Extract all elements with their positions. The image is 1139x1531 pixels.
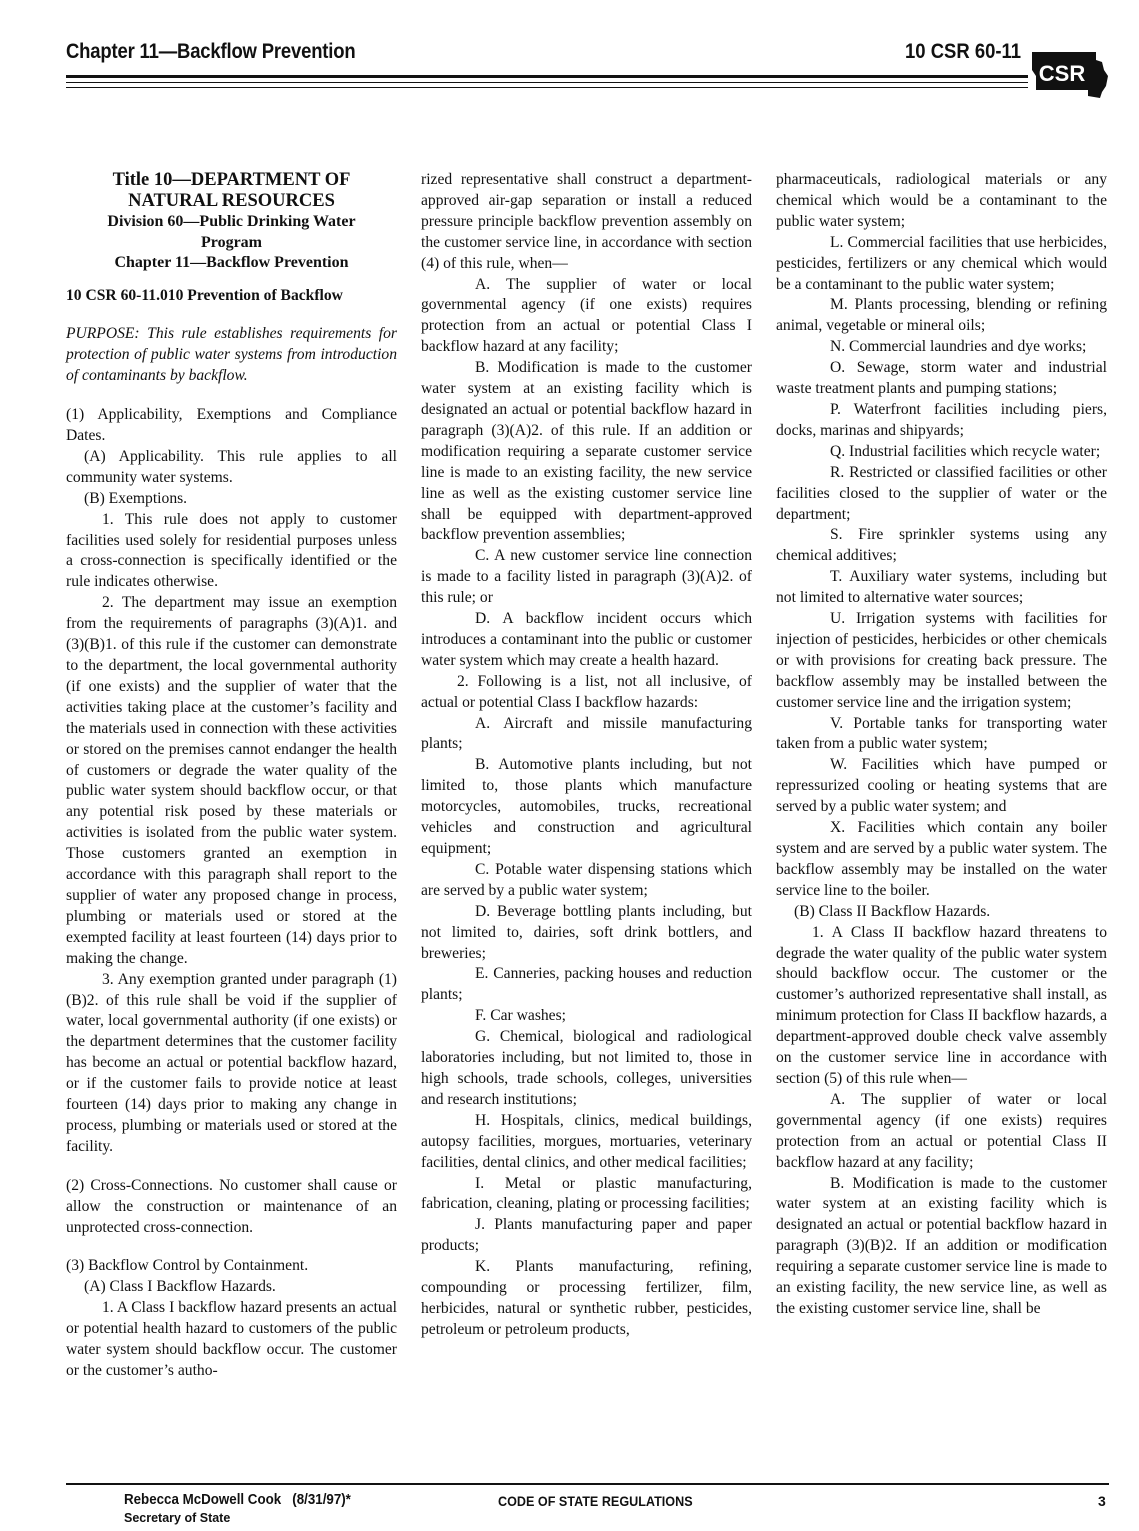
footer-rule (66, 1483, 1109, 1485)
item-3b1-a: A. The supplier of water or local governmental agency (if one exists) requires protection from an actual or potential Class II backflow hazard at any facility; (776, 1090, 1107, 1171)
list-item-t: T. Auxiliary water systems, including but not limited to alternative water sources; (776, 568, 1107, 607)
rule-heading: 10 CSR 60-11.010 Prevention of Backflow (66, 286, 343, 304)
item-a: A. The supplier of water or local governmental agency (if one exists) requires protection from an actual or potential Class I backflow hazard at any facility; (421, 275, 752, 356)
list-item-w: W. Facilities which have pumped or repressurized cooling or heating systems that are served by a public water system; and (776, 756, 1107, 816)
list-item-l: L. Commercial facilities that use herbicides, pesticides, fertilizers or any chemical which would be a contaminant to the public water system; (776, 233, 1107, 293)
chapter-heading: Chapter 11—Backflow Prevention (114, 254, 349, 271)
list-item-k-cont: pharmaceuticals, radiological materials or any chemical which would be a contaminant to the public water system; (776, 171, 1107, 230)
section-2: (2) Cross-Connections. No customer shall cause or allow the construction or maintenance of an unprotected cross-connection. (66, 1176, 397, 1236)
header-rule-thin (66, 82, 1028, 83)
item-c: C. A new customer service line connection is made to a facility listed in paragraph (3)(A)2. of this rule; or (421, 547, 752, 607)
column-1 (66, 170, 397, 1382)
running-header-chapter: Chapter 11—Backflow Prevention (66, 40, 356, 63)
logo-text: CSR (1038, 61, 1086, 86)
list-item-n: N. Commercial laundries and dye works; (830, 338, 1087, 356)
header-rule-thick (66, 75, 1028, 78)
title-line-1: Title 10—DEPARTMENT OF (112, 170, 351, 190)
list-item-r: R. Restricted or classified facilities or other facilities closed to the supplier of water or the department; (776, 463, 1107, 523)
item-3b1-b: B. Modification is made to the customer water system at an existing facility which is designated an actual or potential backflow hazard in paragraph (3)(B)2. If an addition or modification requiring a separate customer service line is made to an existing facility, the new service line, as well as the existing customer service line, shall be (776, 1174, 1107, 1317)
footer-name: Rebecca McDowell Cook (124, 1492, 282, 1508)
list-item-v: V. Portable tanks for transporting water taken from a public water system; (776, 714, 1107, 753)
list-item-p: P. Waterfront facilities including piers, docks, marinas and shipyards; (776, 400, 1107, 439)
paragraph-3a2: 2. Following is a list, not all inclusive, of actual or potential Class I backflow hazards: (421, 672, 752, 711)
list-item-o: O. Sewage, storm water and industrial waste treatment plants and pumping stations; (776, 359, 1107, 398)
header-rule-thin-2 (66, 87, 1028, 88)
list-item-u: U. Irrigation systems with facilities for injection of pesticides, herbicides or other chemicals or with provisions for creating back pressure. The backflow assembly may be installed between the customer service line and the irrigation system; (776, 610, 1107, 711)
title-line-2: NATURAL RESOURCES (128, 191, 335, 211)
list-item-g: G. Chemical, biological and radiological laboratories including, but not limited to, those in high schools, trade schools, colleges, universities and research institutions; (421, 1028, 752, 1108)
list-item-c: C. Potable water dispensing stations which are served by a public water system; (421, 860, 752, 899)
paragraph-1b1: 1. This rule does not apply to customer facilities used solely for residential purposes unless a cross-connection is specifically identified or the rule indicates otherwise. (66, 510, 397, 591)
list-item-m: M. Plants processing, blending or refining animal, vegetable or mineral oils; (776, 296, 1107, 335)
list-item-b: B. Automotive plants including, but not limited to, those plants which manufacture motorcycles, automobiles, trucks, recreational vehicles and construction and agricultural equipment; (421, 756, 752, 857)
list-item-i: I. Metal or plastic manufacturing, fabrication, cleaning, plating or processing facilities; (421, 1174, 752, 1213)
subsection-1a: (A) Applicability. This rule applies to all community water systems. (66, 447, 397, 486)
column-3 (776, 170, 1107, 1320)
list-item-q: Q. Industrial facilities which recycle water; (830, 442, 1101, 460)
item-d: D. A backflow incident occurs which introduces a contaminant into the public or customer water system which may create a health hazard. (421, 610, 752, 669)
section-3-heading: (3) Backflow Control by Containment. (66, 1257, 309, 1275)
list-item-h: H. Hospitals, clinics, medical buildings, autopsy facilities, morgues, mortuaries, veterinary facilities, dental clinics, and other medical facilities; (421, 1111, 752, 1171)
subsection-1b: (B) Exemptions. (84, 489, 188, 507)
column-2 (421, 170, 752, 1341)
list-item-s: S. Fire sprinkler systems using any chemical additives; (776, 526, 1107, 565)
division-line-1: Division 60—Public Drinking Water (107, 213, 356, 230)
paragraph-1b2: 2. The department may issue an exemption from the requirements of paragraphs (3)(A)1. and (3)(B)1. of this rule if the customer can demonstrate to the department, the local governmental authority (if one exists) and the supplier of water that the activities taking place at the customer’s facility and the materials used in connection with these activities or stored on the premises cannot endanger the health of customers or degrade the water quality of the public water system should backflow occur, or that any potential risk posed by these materials or activities is isolated from the public water system. Those customers granted an exemption in accordance with this paragraph shall report to the supplier of water any proposed change in process, plumbing or materials used or stored at the exempted facility at least fourteen (14) days prior to making the change. (66, 594, 397, 967)
list-item-d: D. Beverage bottling plants including, but not limited to, dairies, soft drink bottlers, and breweries; (421, 902, 752, 962)
list-item-a: A. Aircraft and missile manufacturing plants; (421, 714, 752, 753)
csr-state-logo-icon (1030, 46, 1110, 100)
page-number: 3 (1098, 1493, 1106, 1509)
list-item-k: K. Plants manufacturing, refining, compounding or processing fertilizer, film, herbicides, natural or synthetic rubber, pesticides, petroleum or petroleum products, (421, 1258, 752, 1338)
list-item-x: X. Facilities which contain any boiler system and are served by a public water system. The backflow assembly may be installed on the water service line to the boiler. (776, 819, 1107, 899)
footer-publication: CODE OF STATE REGULATIONS (498, 1493, 693, 1509)
paragraph-3a1: 1. A Class I backflow hazard presents an actual or potential health hazard to customers of the public water system should backflow occur. The customer or the customer’s autho- (66, 1299, 397, 1379)
running-header-code: 10 CSR 60-11 (905, 40, 1022, 63)
purpose-statement: PURPOSE: This rule establishes requirements for protection of public water systems from introduction of contaminants by backflow. (66, 325, 397, 385)
section-1-heading: (1) Applicability, Exemptions and Compliance Dates. (66, 406, 397, 445)
paragraph-3b1: 1. A Class II backflow hazard threatens to degrade the water quality of the public water system should backflow occur. The customer or the customer’s authorized representative shall install, as minimum protection for Class II backflow hazards, a department-approved double check valve assembly on the customer service line in accordance with section (5) of this rule when— (776, 923, 1107, 1087)
paragraph-1b3: 3. Any exemption granted under paragraph (1)(B)2. of this rule shall be void if the supplier of water, local governmental authority (if one exists) or the department determines that the customer facility has become an actual or potential backflow hazard, or if the customer fails to provide notice at least fourteen (14) days prior to making any change in process, plumbing or materials used or stored at the facility. (66, 970, 397, 1155)
footer-role: Secretary of State (124, 1511, 231, 1525)
list-item-f: F. Car washes; (475, 1007, 567, 1025)
footer-secretary-name (124, 1492, 351, 1508)
list-item-j: J. Plants manufacturing paper and paper products; (421, 1216, 752, 1255)
footer-date: (8/31/97)* (292, 1492, 351, 1508)
list-item-e: E. Canneries, packing houses and reduction plants; (421, 965, 752, 1004)
division-line-2: Program (200, 233, 262, 251)
item-b: B. Modification is made to the customer water system at an existing facility which is designated an actual or potential backflow hazard in paragraph (3)(A)2. of this rule. If an addition or modification requiring a separate customer service line is made to an existing facility, the new service line as well as the existing customer service line shall be equipped with department-approved backflow prevention assemblies; (421, 359, 752, 544)
subsection-3b: (B) Class II Backflow Hazards. (794, 902, 991, 920)
subsection-3a: (A) Class I Backflow Hazards. (84, 1278, 276, 1296)
paragraph-3a1-cont: rized representative shall construct a department-approved air-gap separation or install a reduced pressure principle backflow prevention assembly on the customer service line, in accordance with section (4) of this rule, when— (421, 171, 752, 272)
